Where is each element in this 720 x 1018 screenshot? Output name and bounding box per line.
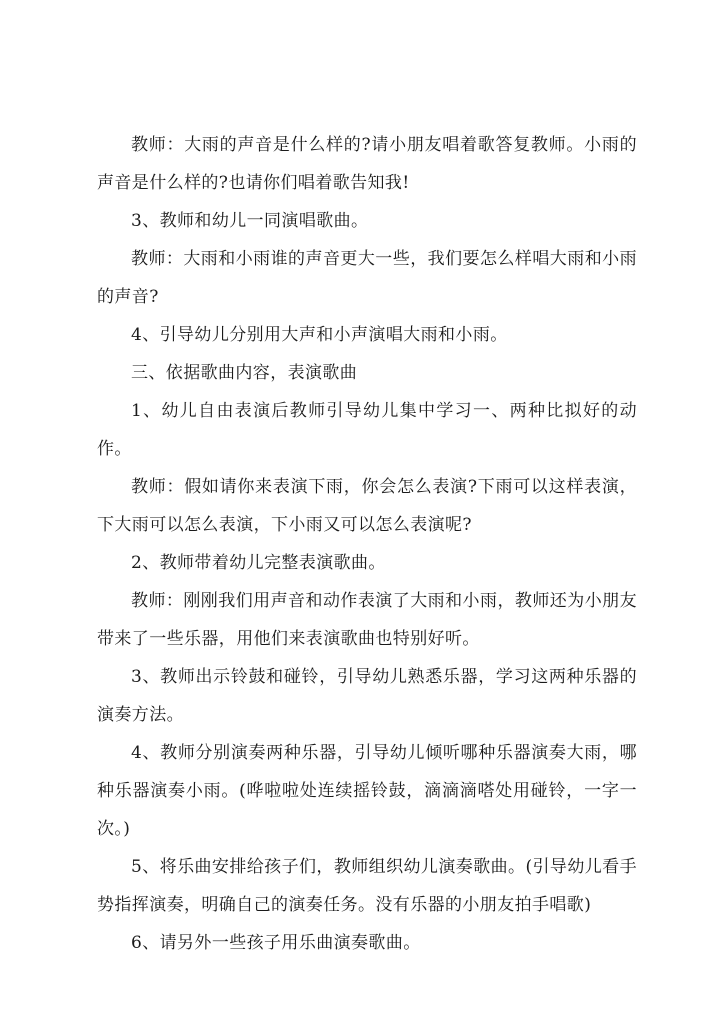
section-heading-perform-song: 三、依据歌曲内容，表演歌曲 (131, 363, 358, 383)
paragraph-teacher-question-louder: 教师：大雨和小雨谁的声音更大一些，我们要怎么样唱大雨和小雨的声音? (97, 249, 637, 307)
paragraph-step-3-sing-together: 3、教师和幼儿一同演唱歌曲。 (131, 211, 369, 231)
paragraph-step-4-play-instruments: 4、教师分别演奏两种乐器，引导幼儿倾听哪种乐器演奏大雨，哪种乐器演奏小雨。(哗啦啦处连续摇铃鼓，滴滴滴嗒处用碰铃，一字一次。) (97, 743, 637, 839)
document-body (97, 126, 637, 962)
paragraph-step-6-other-children: 6、请另外一些孩子用乐曲演奏歌曲。 (131, 933, 421, 953)
paragraph-teacher-question-rain-sounds: 教师：大雨的声音是什么样的?请小朋友唱着歌答复教师。小雨的声音是什么样的?也请你们唱着歌告知我! (97, 135, 637, 193)
paragraph-step-2-complete-performance: 2、教师带着幼儿完整表演歌曲。 (131, 553, 386, 573)
paragraph-step-3-show-instruments: 3、教师出示铃鼓和碰铃，引导幼儿熟悉乐器，学习这两种乐器的演奏方法。 (97, 667, 637, 725)
paragraph-step-4-loud-soft: 4、引导幼儿分别用大声和小声演唱大雨和小雨。 (131, 325, 508, 345)
paragraph-teacher-question-perform-rain: 教师：假如请你来表演下雨，你会怎么表演?下雨可以这样表演，下大雨可以怎么表演，下小雨又可以怎么表演呢? (97, 477, 637, 535)
paragraph-teacher-instruments-intro: 教师：刚刚我们用声音和动作表演了大雨和小雨，教师还为小朋友带来了一些乐器，用他们来表演歌曲也特别好听。 (97, 591, 637, 649)
paragraph-step-1-free-performance: 1、幼儿自由表演后教师引导幼儿集中学习一、两种比拟好的动作。 (97, 401, 637, 459)
paragraph-step-5-children-play: 5、将乐曲安排给孩子们，教师组织幼儿演奏歌曲。(引导幼儿看手势指挥演奏，明确自己的演奏任务。没有乐器的小朋友拍手唱歌) (97, 857, 637, 915)
